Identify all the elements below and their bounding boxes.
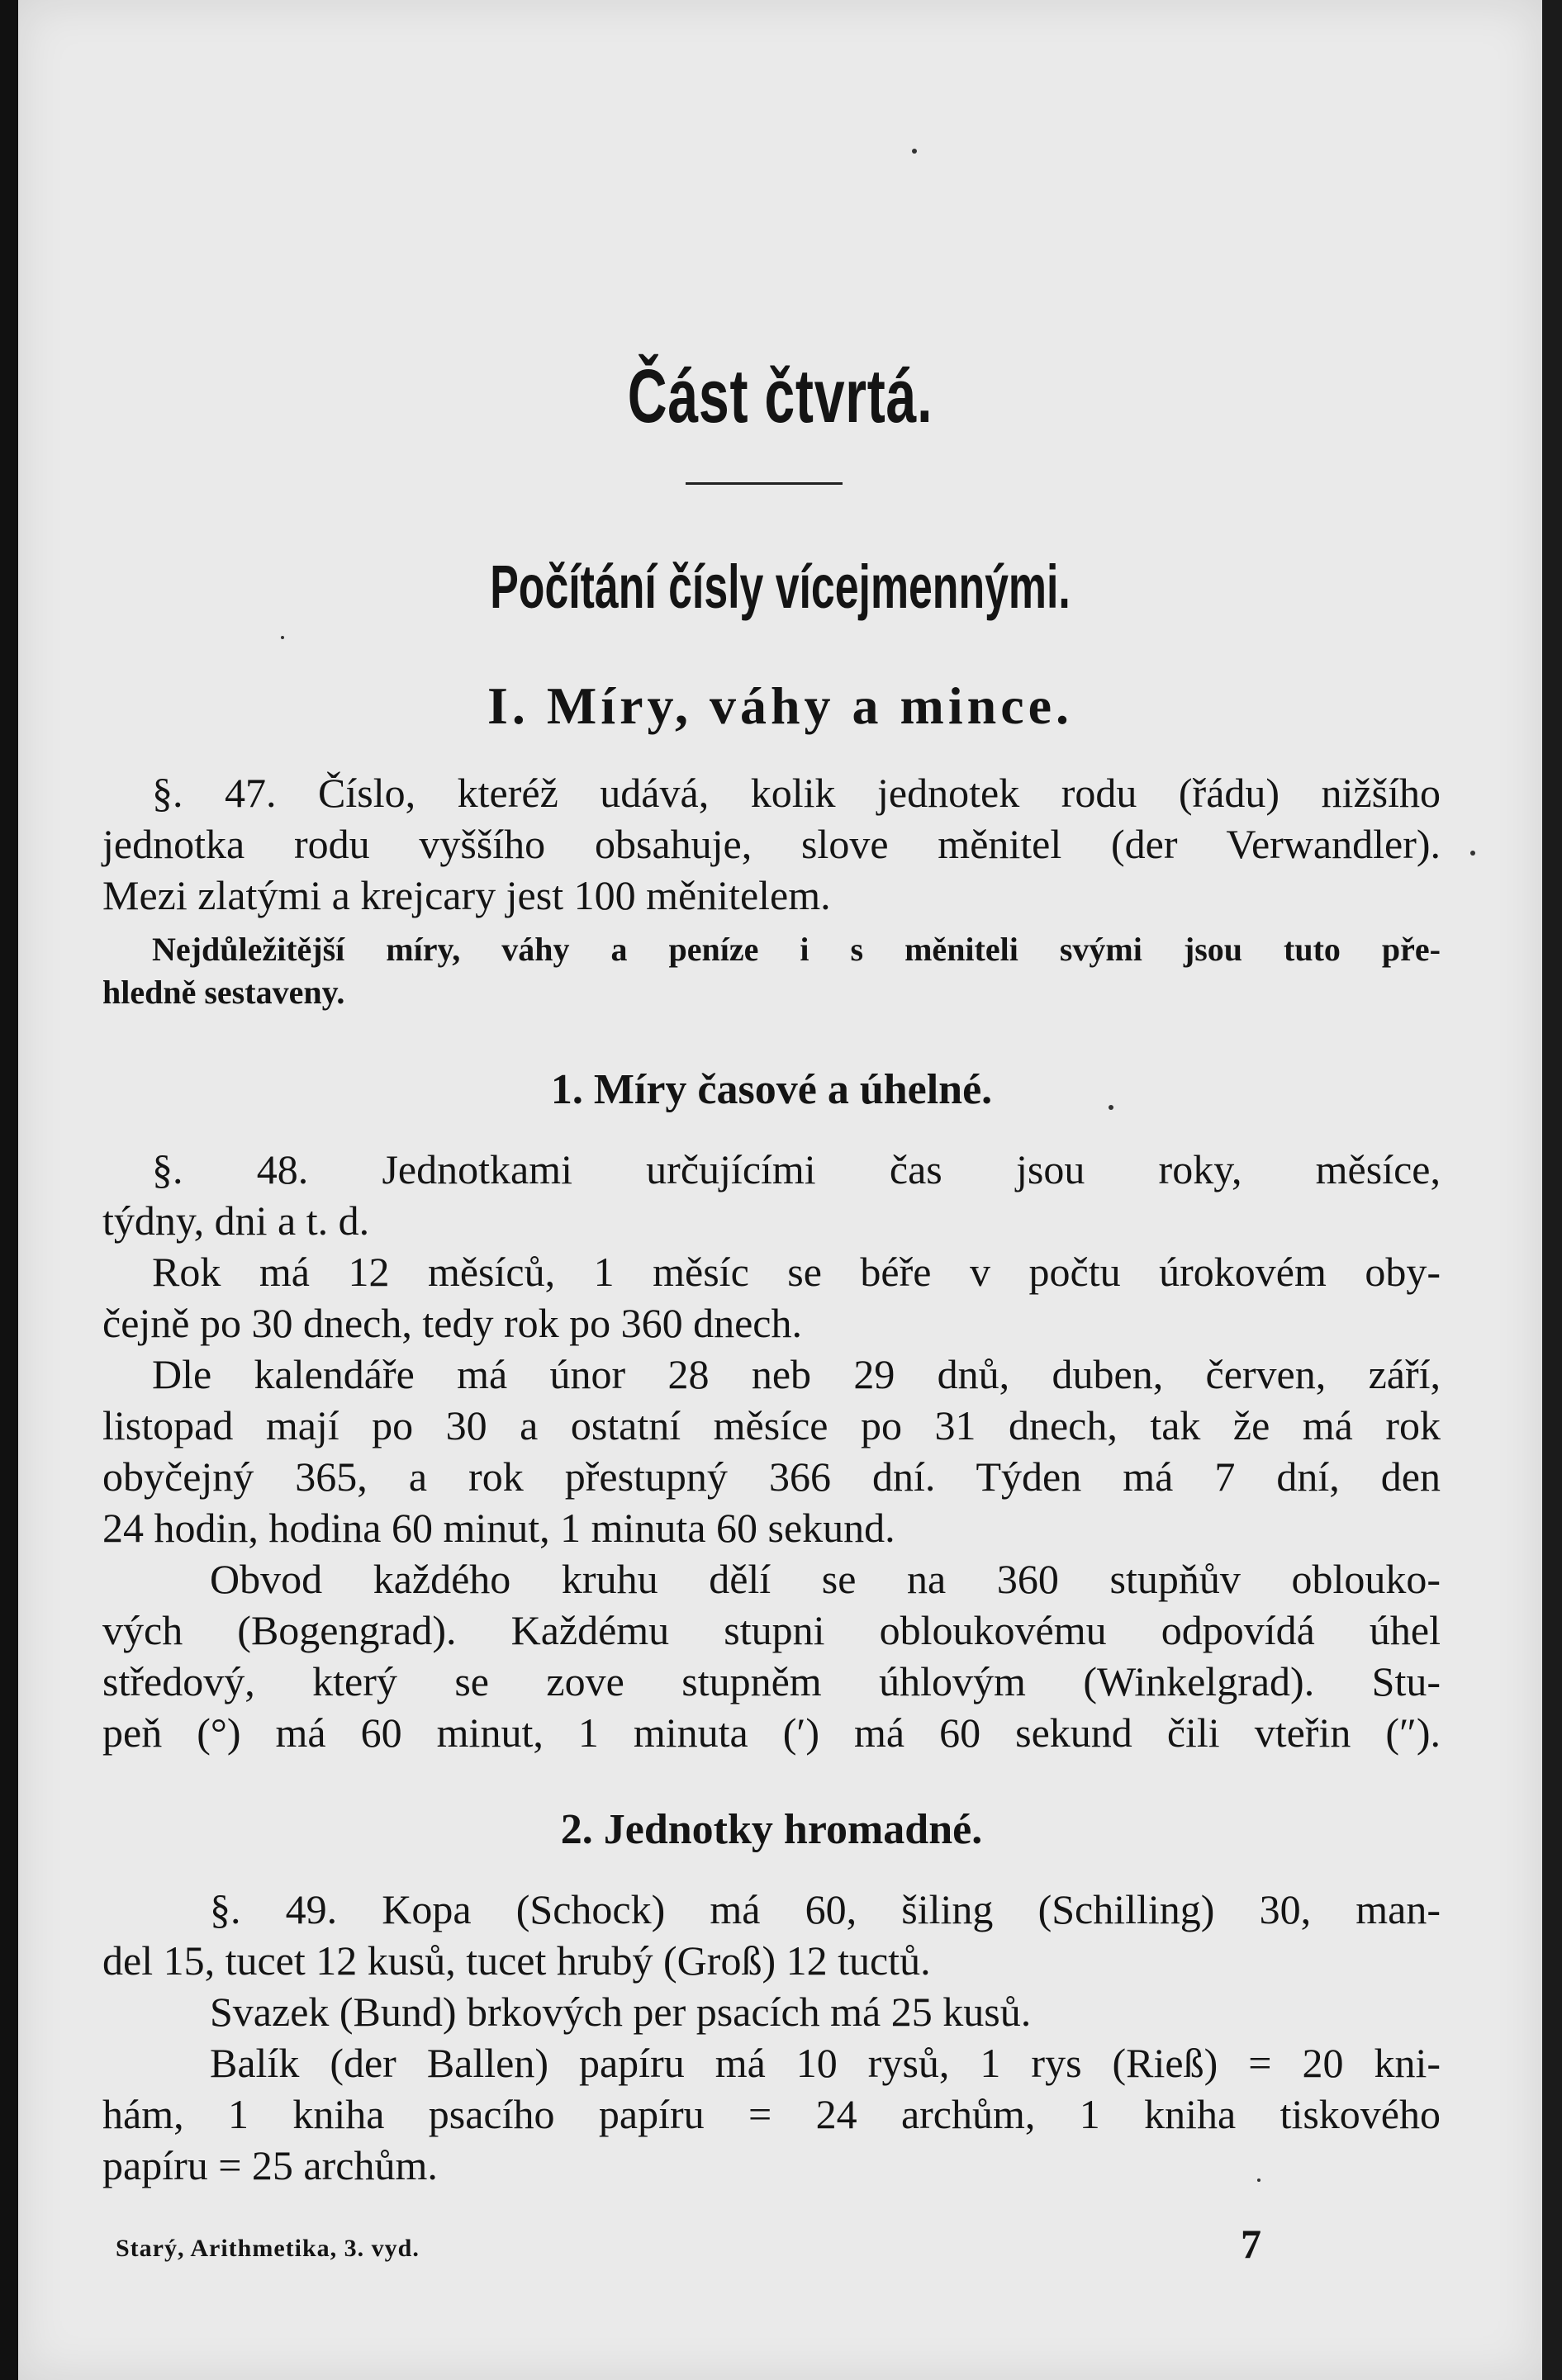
book-page	[18, 0, 1542, 2380]
heading-time-angle-units: 1. Míry časové a úhelné.	[550, 1066, 993, 1113]
paragraph-48-line-5: Dle kalendáře má únor 28 neb 29 dnů, duben, červen, září,	[152, 1351, 1441, 1397]
paragraph-48-line-8: 24 hodin, hodina 60 minut, 1 minuta 60 sekund.	[102, 1505, 895, 1551]
paragraph-49-line-4: Balík (der Ballen) papíru má 10 rysů, 1 rys (Rieß) = 20 kni-	[210, 2040, 1441, 2086]
chapter-subtitle: Počítání čísly vícejmennými.	[490, 552, 1071, 621]
paragraph-48-line-4: čejně po 30 dnech, tedy rok po 360 dnech.	[102, 1300, 802, 1346]
note-line-2: hledně sestaveny.	[102, 974, 345, 1011]
part-title: Část čtvrtá.	[627, 354, 933, 439]
paragraph-49-line-1: §. 49. Kopa (Schock) má 60, šiling (Schilling) 30, man-	[210, 1886, 1441, 1932]
print-speck	[1257, 2179, 1261, 2182]
page-number: 7	[1241, 2221, 1261, 2267]
print-speck	[281, 636, 284, 639]
paragraph-47-line-2: jednotka rodu vyššího obsahuje, slove měnitel (der Verwandler).	[102, 821, 1441, 867]
section-title: I. Míry, váhy a mince.	[487, 676, 1074, 735]
paragraph-49-line-6: papíru = 25 archům.	[102, 2142, 438, 2188]
paragraph-48-line-6: listopad mají po 30 a ostatní měsíce po 31 dnech, tak že má rok	[102, 1402, 1441, 1448]
print-speck	[912, 149, 917, 154]
print-speck	[1470, 851, 1475, 856]
note-line-1: Nejdůležitější míry, váhy a peníze i s měniteli svými jsou tuto pře-	[152, 931, 1441, 968]
paragraph-48-line-11: středový, který se zove stupněm úhlovým (Winkelgrad). Stu-	[102, 1658, 1441, 1704]
print-speck	[1109, 1105, 1113, 1110]
paragraph-48-line-9: Obvod každého kruhu dělí se na 360 stupňův oblouko-	[210, 1556, 1441, 1602]
paragraph-48-line-1: §. 48. Jednotkami určujícími čas jsou roky, měsíce,	[152, 1146, 1441, 1192]
paragraph-48-line-10: vých (Bogengrad). Každému stupni obloukovému odpovídá úhel	[102, 1607, 1441, 1653]
paragraph-49-line-3: Svazek (Bund) brkových per psacích má 25 kusů.	[210, 1989, 1032, 2035]
paragraph-48-line-7: obyčejný 365, a rok přestupný 366 dní. Týden má 7 dní, den	[102, 1453, 1441, 1500]
paragraph-47-line-3: Mezi zlatými a krejcary jest 100 měnitelem.	[102, 872, 831, 918]
paragraph-49-line-5: hám, 1 kniha psacího papíru = 24 archům, 1 kniha tiskového	[102, 2091, 1441, 2137]
footer-book-reference: Starý, Arithmetika, 3. vyd.	[116, 2235, 420, 2262]
title-divider	[686, 482, 843, 485]
paragraph-48-line-2: týdny, dni a t. d.	[102, 1197, 370, 1244]
paragraph-48-line-12: peň (°) má 60 minut, 1 minuta (′) má 60 sekund čili vteřin (″).	[102, 1709, 1441, 1756]
paragraph-48-line-3: Rok má 12 měsíců, 1 měsíc se béře v počtu úrokovém oby-	[152, 1249, 1441, 1295]
paragraph-49-line-2: del 15, tucet 12 kusů, tucet hrubý (Groß) 12 tuctů.	[102, 1937, 931, 1984]
paragraph-47-line-1: §. 47. Číslo, kteréž udává, kolik jednotek rodu (řádu) nižšího	[152, 770, 1441, 816]
heading-collective-units: 2. Jednotky hromadné.	[560, 1806, 983, 1853]
page-binding-edge	[0, 0, 18, 2380]
